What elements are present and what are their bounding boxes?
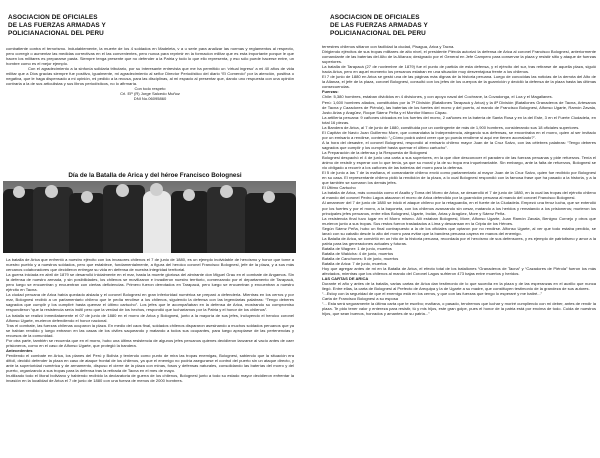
subheading: Fuerzas: [322, 89, 339, 95]
body-paragraph: terrestres chilenos sitiaron con facilidad la ciudad, Pisagua, Arica y Tacna. [322, 44, 455, 49]
body-paragraph: La batalla se realizó inmediatamente el 07 de junio de 1880 en el morro de Arica y Bolognesi, junto a la mayoría de sus jefes, incluyendo el heroico coronel Alfonso Ugarte, murieron defendiendo el honor nacional. [6, 312, 294, 323]
casualty-line: Batalla de Canchones: 5 de junio, muertos [322, 255, 399, 261]
body-paragraph: La artillería peruana: 9 cañones ubicados en los fuertes del morro, 2 cañones en la batería de Santa Rosa y en la del Este, 3 en el Fuerte Ciudadela, en total 16 piezas. [322, 114, 596, 125]
subheading: Carta de Francisco Bolognesi a su esposa [322, 296, 399, 302]
body-paragraph: Perú: 1,600 hombres aliados, constituidos por la 7ª División (Batallones Tarapacá y Arica) y la 8ª División (Batallones Granaderos de Tacna, Artesanos de Tacna y Cazadores de Piérola), las baterías de los fuertes del morro y del puerto, al mando de Francisco Bolognesi, Alfonso Ugarte, Ramón Zavala, Justo Arias y Aragüez, Roque Sáenz Peña y el Monitor Manco Cápac. [322, 99, 596, 115]
body-paragraph: Al amanecer del 7 de junio de 1880 se inició el ataque chileno por la retaguardia, en el fuerte de la Ciudadela. Empezó una feroz lucha, que se extendió por los fuertes y por el morro, a la bayoneta, con los chilenos avanzando sin cesar, matando a los heridos y rematando a los prisioneros; murieron los principales jefes peruanos, entre ellos Bolognesi, Ugarte, Inclán, Arias y Aragüez, More y Sáenz Peña. [322, 200, 596, 216]
header-line: POLICIANACIONAL DEL PERU [8, 30, 104, 38]
body-paragraph: Perdiendo el combate en Arica, los planes del Perú y Bolivia y teniendo como punto de mira las tropas enemigas, Bolognesi, sabiendo que la situación era difícil, decidió defender la plaza en caso de ataque frontal de los chilenos, ya que el enemigo no podría asegurarse el control del puerto sin un ataque directo, y ante la superioridad numérica y de armamento, dispuso el cierre de la plaza con minas, fosos y defensas naturales, consolidando las baterías del morro y del puerto, organizando a sus tropas para la defensa tras la retirada de Tacna en el mes de mayo. [6, 352, 294, 374]
body-paragraph: Durante el año y antes de la batalla, varias cartas de Arica dan testimonio de lo que sucedía en la plaza y de las esperanzas en el auxilio que nunca llegó. Entre ellas, la carta de Bolognesi al Prefecto de Arequipa y la de Ugarte a su madre, que constituyen testimonio de la grandeza de sus autores. [322, 281, 596, 292]
body-paragraph: La guerra iniciada en abril de 1879 se desarrolló inicialmente en el mar, hasta la muerte gloriosa del almirante don Miguel Grau en el combate de Angamos. Sin la defensa de nuestro armada, y sin posibilidades, los chilenos se movilizaron e invadieron nuestro territorio, comenzando por el departamento de Tarapacá, pero luego se encuentran y encuentran con ciertas deficiencias. Primero fueron derrotados en Tarapacá, pero luego se encuentran y encuentran a nuestro ejército en Tacna. [6, 272, 294, 293]
casualty-line: Batalla de Wakicha: 4 de junio, muertos [322, 250, 394, 256]
body-paragraph: La Batalla de Arica, se convirtió en un hito de la historia peruana, recordada por el heroísmo de sus defensores, y es ejemplo de patriotismo y amor a la patria para las generaciones actuales y futuras. [322, 235, 596, 246]
body-paragraph: La batalla de Arica, más conocida como el Asalto y Toma del Morro de Arica, se desarrolló el 7 de junio de 1880, en la cual las tropas del ejército chileno al mando del coronel Pedro Lagos atacaron el morro de Arica defendido por la guarnición peruana al mando del coronel Francisco Bolognesi. [322, 190, 596, 201]
right-body [322, 44, 596, 456]
body-paragraph: El 5 de junio a las 7 de la mañana, el comandante chileno envió como parlamentario al mayor Juan de la Cruz Salvo, quien fue recibido por Bolognesi en su casa. El representante chileno pidió la rendición de la plaza, a lo cual Bolognesi respondió con la famosa frase que ha pasado a la historia, y a la que también se sumaron los demás jefes. [322, 170, 596, 186]
body-paragraph: La ciudad peruana de Arica había quedado aislada y el coronel Bolognesi en gran inferioridad numérica se preparó a defenderla. Mientras en los cerros y por mar, Bolognesi recibió a un parlamentario chileno que le pedía rendirse a los chilenos, siguiendo la defensa con las legendarias palabras: “Tengo deberes sagrados que cumplir y los cumpliré hasta quemar el último cartucho”. Los jefes que le acompañaban en la defensa de Arica, mostrando su compromiso respondieron “que la resistencia sería inútil pero que la verdad de los hechos, respondió que lucharíamos por la Patria y el honor de los chilenos”. [6, 292, 294, 313]
subheading: LAS CARTAS DE ARICA [322, 276, 369, 282]
intro-paragraph: Con el agradecimiento a la sinfonía solidaria tributario, por su interesante entrevista que me ha permitido un ‘virtual ingreso’ a mi 40 años de vida militar que a Dios gracias siempre fue positivo, igualmente, mi agradecimiento al señor Director Periodístico del diario “El Comercio” por la atención, positiva o negativa, que le haga dispensado a mi opinión, mi pedido a la recusa, para las disciplinas, al mi espacio al presentar que, dando uno respuesta con una opinión contraria a la de sus articulistas y sus libros periodísticos, no lo afirmaría. [6, 66, 294, 87]
header-line: DE LAS FUERZAS ARMADAS Y [330, 22, 428, 30]
body-paragraph: El Capitán de Navío Juan Guillermo More, que comandaba la Independencia, alegando sus defensas, se encontraba en el morro, quien al ser invitado por un emisario a rendirse, contestó: “¿Cómo podrá usted creer que yo pueda rendirme si aquí me tienen acorralado?”. [322, 129, 596, 140]
body-paragraph: “...Estoy con la seguridad de que el enemigo está en los cerros, y que con las fuerzas que tengo lo esperaré y me batiré...” [322, 291, 543, 297]
casualty-line: Batalla de Wagner: 1 de junio, muertos [322, 245, 392, 251]
body-paragraph: La batalla de Tarapacá (27 de noviembre de 1879) fue el punto de partida de esta defensa, y el ejército del sur, tras retirarse de aquella plaza, siguió hacia Arica, pero en aquel momento los peruanos estaban en una situación muy desventajosa frente a los chilenos. [322, 64, 596, 75]
body-paragraph: Bolognesi despachó el 4 de junio una carta a sus superiores, en la que dice desconocer el paradero de las fuerzas peruanas y pide refuerzos. Tenía el ánimo de resistir y esperar con lo que tenía, ya que su moral y la de su tropa era inquebrantable. Sin embargo, ante la falta de refuerzos, Bolognesi se vio obligado a recurrir a los cañones de las baterías del morro para la defensa. [322, 155, 596, 171]
body-paragraph: Chile: 5,380 hombres, estaban divididos en 4 divisiones, y con apoyo naval del Cochrane, la Covadonga, el Loa y el Magallanes. [322, 94, 553, 100]
historical-photo [3, 181, 296, 253]
subheading: La Preparación de la defensa y la Respuesta de Bolognesi [322, 149, 428, 155]
body-paragraph: La resistencia final tuvo lugar en el Morro mismo. Allí estaban Bolognesi, More, Alfonso Ugarte, Juan Ramón Zavala, Benigno Cornejo y otros que murieron junto a sus tropas. Sus restos fueron trasladados a Lima y descansan en la Cripta de los Héroes. [322, 215, 596, 226]
section-title: Día de la Batalla de Arica y del héroe Francisco Bolognesi [68, 172, 242, 179]
left-intro [6, 46, 294, 102]
body-paragraph: La batalla de Arica que enfrentó a nuestro ejército con los invasores chilenos el 7 de junio de 1880, es un ejemplo inolvidable de heroísmo y honor que tome a nuestro pueblo y a nuestros soldados, pero que establece, fundamentalmente, a figura del heroico coronel Francisco Bolognesi, jefe de la plaza, y a sus más cercanos colaboradores que decidieron entregar su vida en defensa de nuestra integridad territorial. [6, 257, 294, 273]
body-paragraph: Dirigiendo ejércitos de sus tropas militares de alto nivel, el presidente Piérola autorizó la defensa de Arica al coronel Francisco Bolognesi, anteriormente comandante de las baterías del Alto de la Alianza; designado por el General en Jefe Campero para conservar la plaza y resistir sitio y ataque de fuerzas superiores. [322, 49, 596, 65]
casualty-line: Batalla de Arica: 7 de junio, muertos [322, 261, 387, 267]
body-paragraph: Según Sáenz Peña, hubo un final contrapuesto a la de los oficiales que optaron por no rendirse. Alfonso Ugarte, al ver que todo estaba perdido, se lanzó con su caballo desde lo alto del morro para evitar que la bandera peruana cayera en manos del enemigo. [322, 225, 596, 236]
subheading: Antecedentes [6, 347, 33, 353]
signature-name: Crl. EP (R) Jorge Salcedo Muñoz [120, 91, 180, 97]
body-paragraph: Tras el combate, las fuerzas chilenas ocuparon la plaza. En medio del caos final, soldados chilenos dispararon asesinando a muchos soldados peruanos que ya se habían rendido y luego entraron en las casas de los civiles saqueando y matando a todos sus ocupantes, para luego apropiarse de las pertenencias y recursos de la comunidad. [6, 322, 294, 338]
left-header [8, 14, 138, 39]
header-line: POLICIANACIONAL DEL PERU [330, 30, 426, 38]
body-paragraph: A la hora del desastre, el coronel Bolognesi, respondió al emisario chileno mayor Juan de la Cruz Salvo, con las célebres palabras: “Tengo deberes sagrados que cumplir y los cumpliré hasta quemar el último cartucho”. [322, 139, 596, 150]
body-paragraph: Inutilizado todo el litoral boliviano y habiendo recibido la declaratoria de guerra de los chilenos, Bolognesi junto a todo su estado mayor decidieron enfrentar la invasión en la localidad de Arica el 7 de junio de 1880 con una fuerza de menos de 2000 hombres. [6, 373, 294, 384]
right-header [330, 14, 460, 39]
body-paragraph: La Bandera de Arica, al 7 de junio de 1880, constituida por un contingente de más de 1,900 hombres, considerando sus 18 oficiales superiores. [322, 124, 580, 130]
left-body [6, 257, 294, 457]
signature-dni: DNI No.06095860 [133, 96, 167, 102]
closing-text: Con todo respeto [134, 86, 166, 92]
header-line: ASOCIACION DE OFICIALES [8, 14, 98, 21]
body-paragraph: Hoy que agregar antes de mi en la Batalla de Arica, el efecto total de los batallones “Granaderos de Tacna” y “Cazadores de Piérola” fueron los más afectados, mientras que los chilenos al mando del Coronel Lagos sufrieron 473 bajas entre muertos y heridos. [322, 266, 596, 277]
body-paragraph: El 7 de junio de 1880 en Arica se gestó una de las páginas más dignas de la historia peruana. Luego de conocidas las noticias de la derrota del Alto de la Alianza, el jefe de la plaza, coronel Bolognesi, consultó con los jefes de los cuerpos de la guarnición y decidió la defensa de la plaza hasta las últimas consecuencias. [322, 74, 596, 90]
header-line: ASOCIACION DE OFICIALES [330, 14, 420, 21]
body-paragraph: Por otra parte, también se recuerda que en el morro, hubo una última resistencia de algunos jefes peruanos quienes decidieron lanzarse al vacío antes de caer prisioneros, como en el caso de Alfonso Ugarte, que protegió la bandera. [6, 337, 294, 348]
intro-paragraph: combatiente contra el terrorismo. Indudablemente, la muerte de los 4 soldados en Madeleta, v a u serie para analizar las normas y reglamentos al respecto, pero corregir o aumentar las medidas correctivas en el Ias convenientes, pero nunca para reprimir en la formacion militar que es esta importante porque le que hacen los militares es prepararse pasta. Siempre tenga presente que no defender a la Patria y todo lo que ello representa, y eso sólo puede hacerse entre, un hombre como es el mejor ejemplo. [6, 46, 294, 67]
body-paragraph: “... Esta será seguramente la última carta que te escribo; mañana, o pasado, tendremos que luchar y moriré cumpliendo con mi deber, antes de rendir la plaza. Te pido tener valor y entereza para resistir, tú y mis hijos, este gran golpe, pues el honor de la patria está por encima de todo. Cuida de nuestros hijos, que sean buenos, honrados y amantes de su patria...” [322, 301, 596, 317]
subheading: El Último Cartucho [322, 185, 356, 191]
header-line: DE LAS FUERZAS ARMADAS Y [8, 22, 106, 30]
